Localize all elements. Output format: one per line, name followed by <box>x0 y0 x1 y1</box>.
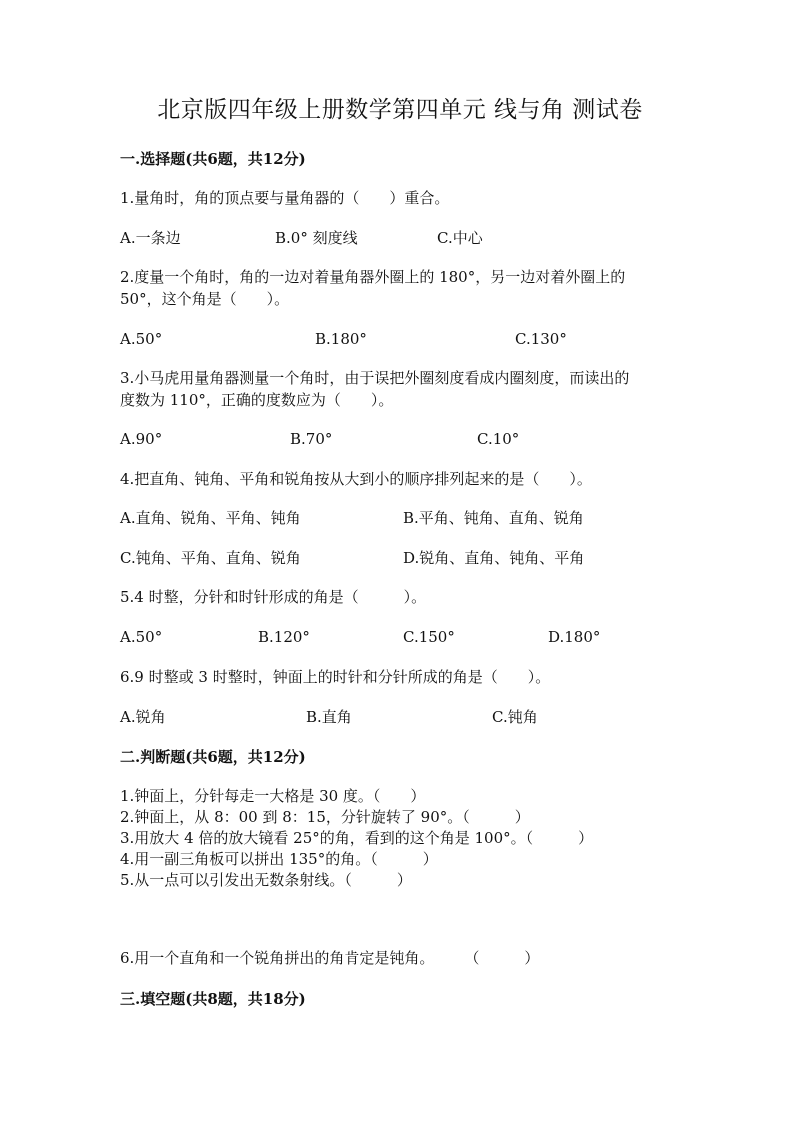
question-2-text-line-2: 50°，这个角是（ ）。 <box>120 290 290 308</box>
question-1-option-b: B.0° 刻度线 <box>275 229 358 247</box>
section-heading-choice: 一.选择题(共6题，共12分) <box>120 150 306 168</box>
judgment-item-3: 3.用放大 4 倍的放大镜看 25°的角，看到的这个角是 100°。（ ） <box>120 829 594 847</box>
question-3-option-a: A.90° <box>120 430 163 448</box>
question-3-option-c: C.10° <box>477 430 520 448</box>
question-3-text-line-2: 度数为 110°，正确的度数应为（ ）。 <box>120 391 394 409</box>
question-3-text-line-1: 3.小马虎用量角器测量一个角时，由于误把外圈刻度看成内圈刻度，而读出的 <box>120 369 630 387</box>
question-6-text: 6.9 时整或 3 时整时，钟面上的时针和分针所成的角是（ ）。 <box>120 668 551 686</box>
question-3-option-b: B.70° <box>290 430 333 448</box>
question-5-option-b: B.120° <box>258 628 310 646</box>
judgment-item-1: 1.钟面上，分针每走一大格是 30 度。（ ） <box>120 787 426 805</box>
question-1-option-c: C.中心 <box>437 229 483 247</box>
question-1-option-a: A.一条边 <box>120 229 181 247</box>
question-4-option-a: A.直角、锐角、平角、钝角 <box>120 509 301 527</box>
question-1-text: 1.量角时，角的顶点要与量角器的（ ）重合。 <box>120 189 450 207</box>
question-5-option-a: A.50° <box>120 628 163 646</box>
question-2-option-b: B.180° <box>315 330 367 348</box>
section-heading-fill-blank: 三.填空题(共8题，共18分) <box>120 990 306 1008</box>
question-2-option-a: A.50° <box>120 330 163 348</box>
question-2-text-line-1: 2.度量一个角时，角的一边对着量角器外圈上的 180°，另一边对着外圈上的 <box>120 268 626 286</box>
question-4-option-c: C.钝角、平角、直角、锐角 <box>120 549 301 567</box>
question-4-text: 4.把直角、钝角、平角和锐角按从大到小的顺序排列起来的是（ ）。 <box>120 470 592 488</box>
question-4-option-b: B.平角、钝角、直角、锐角 <box>403 509 584 527</box>
judgment-item-4: 4.用一副三角板可以拼出 135°的角。（ ） <box>120 850 438 868</box>
judgment-item-5: 5.从一点可以引发出无数条射线。（ ） <box>120 871 412 889</box>
page-title: 北京版四年级上册数学第四单元 线与角 测试卷 <box>157 97 643 123</box>
question-2-option-c: C.130° <box>515 330 567 348</box>
question-5-option-c: C.150° <box>403 628 455 646</box>
question-5-text: 5.4 时整，分针和时针形成的角是（ ）。 <box>120 588 427 606</box>
question-6-option-a: A.锐角 <box>120 708 166 726</box>
question-6-option-c: C.钝角 <box>492 708 538 726</box>
judgment-item-2: 2.钟面上，从 8：00 到 8：15，分针旋转了 90°。（ ） <box>120 808 530 826</box>
section-heading-judgment: 二.判断题(共6题，共12分) <box>120 748 306 766</box>
question-4-option-d: D.锐角、直角、钝角、平角 <box>403 549 585 567</box>
question-5-option-d: D.180° <box>548 628 601 646</box>
judgment-item-6: 6.用一个直角和一个锐角拼出的角肯定是钝角。 （ ） <box>120 949 540 967</box>
question-6-option-b: B.直角 <box>306 708 352 726</box>
